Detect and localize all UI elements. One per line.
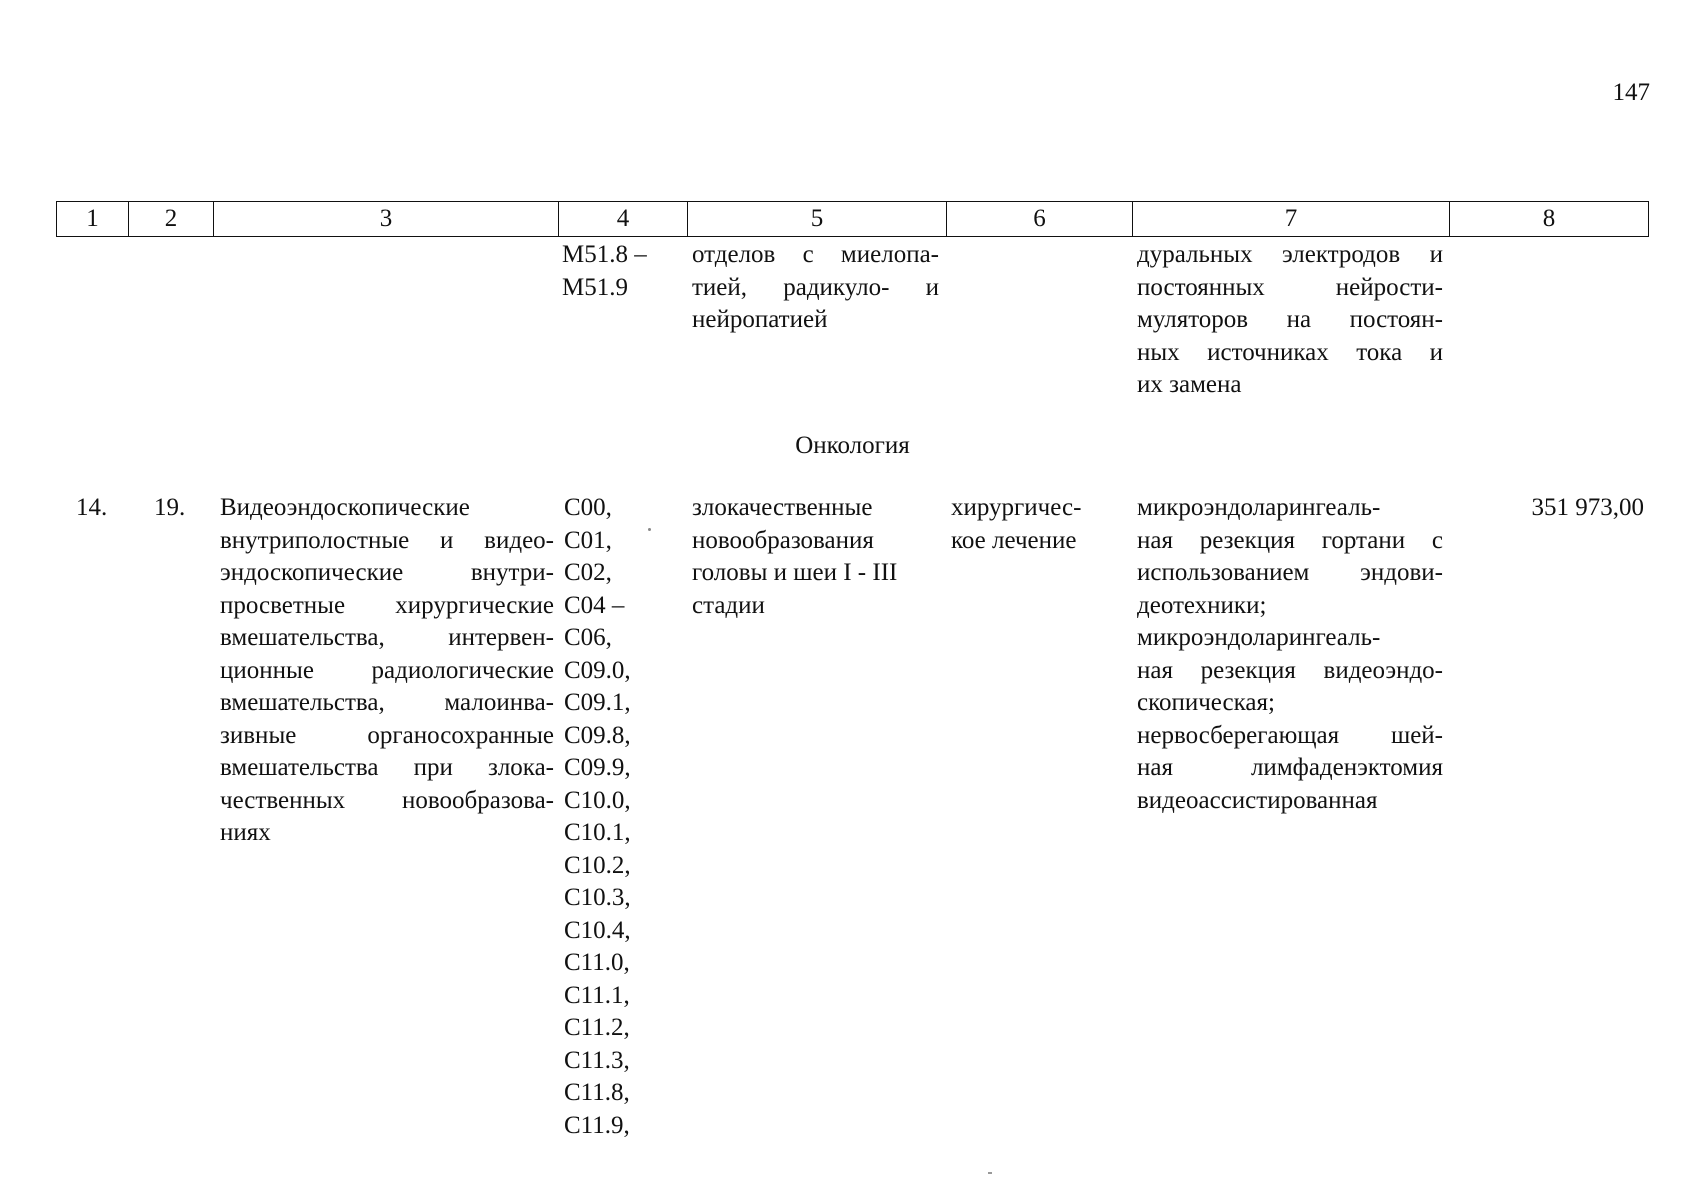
code-line: M51.8 – xyxy=(562,241,647,268)
code-line: C10.0, xyxy=(564,786,631,814)
code-line: C10.3, xyxy=(564,884,631,911)
header-cell-4: 4 xyxy=(558,202,687,236)
code-line: C02, xyxy=(564,559,612,586)
text-line: постоянных нейрости- xyxy=(1137,273,1443,301)
text-line: чественных новообразова- xyxy=(220,786,554,814)
code-line: C11.0, xyxy=(564,949,630,976)
text-line: головы и шеи I - III xyxy=(692,559,898,586)
header-cell-5: 5 xyxy=(687,202,946,236)
text-line: микроэндоларингеаль- xyxy=(1137,494,1381,521)
text-line: нейропатией xyxy=(692,306,828,333)
code-line: C01, xyxy=(564,526,612,554)
icd-codes xyxy=(564,492,674,1142)
header-cell-3: 3 xyxy=(213,202,558,236)
text-line: ная лимфаденэктомия xyxy=(1137,754,1443,781)
code-line: C09.0, xyxy=(564,656,631,684)
text-line: видеоассистированная xyxy=(1137,786,1378,814)
code-line: C09.1, xyxy=(564,689,631,716)
text-line: внутриполостные и видео- xyxy=(220,526,554,554)
text-line: дуральных электродов и xyxy=(1137,241,1443,268)
text-line: эндоскопические внутри- xyxy=(220,559,554,586)
code-line: C09.9, xyxy=(564,754,631,781)
code-line: C11.8, xyxy=(564,1079,630,1106)
code-line: C10.1, xyxy=(564,819,631,846)
row-number: 14. xyxy=(76,494,108,521)
text-line: использованием эндови- xyxy=(1137,559,1443,586)
text-line: нервосберегающая шей- xyxy=(1137,721,1443,749)
code-line: C11.9, xyxy=(564,1111,630,1139)
text-line: кое лечение xyxy=(951,526,1077,554)
text-line: вмешательства, интервен- xyxy=(220,624,554,651)
text-line: тией, радикуло- и xyxy=(692,273,939,301)
text-line: ная резекция видеоэндо- xyxy=(1137,656,1443,684)
scan-speck xyxy=(648,528,651,531)
text-line: их замена xyxy=(1137,371,1242,398)
code-line: M51.9 xyxy=(562,273,628,301)
text-line: просветные хирургические xyxy=(220,591,554,619)
code-line: C04 – xyxy=(564,591,625,619)
text-line: скопическая; xyxy=(1137,689,1275,716)
section-title: Онкология xyxy=(795,432,910,459)
text-line: вмешательства, малоинва- xyxy=(220,689,554,716)
text-line: микроэндоларингеаль- xyxy=(1137,624,1381,651)
continuation-col7-text xyxy=(1137,239,1443,402)
diagnosis-model xyxy=(692,492,939,622)
scan-speck xyxy=(988,1172,992,1174)
text-line: зивные органосохранные xyxy=(220,721,554,749)
text-line: вмешательства при злока- xyxy=(220,754,554,781)
treatment-method xyxy=(1137,492,1443,817)
text-line: Видеоэндоскопические xyxy=(220,494,470,521)
text-line: новообразования xyxy=(692,526,874,554)
continuation-col5-text xyxy=(692,239,939,337)
text-line: злокачественные xyxy=(692,494,873,521)
group-number: 19. xyxy=(154,494,186,521)
code-line: C11.2, xyxy=(564,1014,630,1041)
text-line: деотехники; xyxy=(1137,591,1267,619)
text-line: ниях xyxy=(220,819,271,846)
text-line: ная резекция гортани с xyxy=(1137,526,1443,554)
code-line: C11.1, xyxy=(564,981,630,1009)
header-cell-8: 8 xyxy=(1449,202,1648,236)
code-line: C10.4, xyxy=(564,916,631,944)
text-line: хирургичес- xyxy=(951,494,1082,521)
intervention-description xyxy=(220,492,554,850)
page-number: 147 xyxy=(1612,79,1650,106)
code-line: C06, xyxy=(564,624,612,651)
text-line: отделов с миелопа- xyxy=(692,241,939,268)
header-cell-1: 1 xyxy=(86,205,99,232)
code-line: C10.2, xyxy=(564,851,631,879)
text-line: стадии xyxy=(692,591,765,619)
header-cell-7: 7 xyxy=(1132,202,1449,236)
header-cell-2: 2 xyxy=(128,202,213,236)
code-line: C09.8, xyxy=(564,721,631,749)
text-line: муляторов на постоян- xyxy=(1137,306,1443,333)
code-line: C11.3, xyxy=(564,1046,630,1074)
continuation-col4-codes xyxy=(562,239,672,304)
text-line: ционные радиологические xyxy=(220,656,554,684)
code-line: C00, xyxy=(564,494,612,521)
treatment-type xyxy=(951,492,1121,557)
text-line: ных источниках тока и xyxy=(1137,338,1443,366)
table-header-row xyxy=(56,201,1649,237)
cost-value: 351 973,00 xyxy=(1531,494,1644,521)
header-cell-6: 6 xyxy=(946,202,1132,236)
